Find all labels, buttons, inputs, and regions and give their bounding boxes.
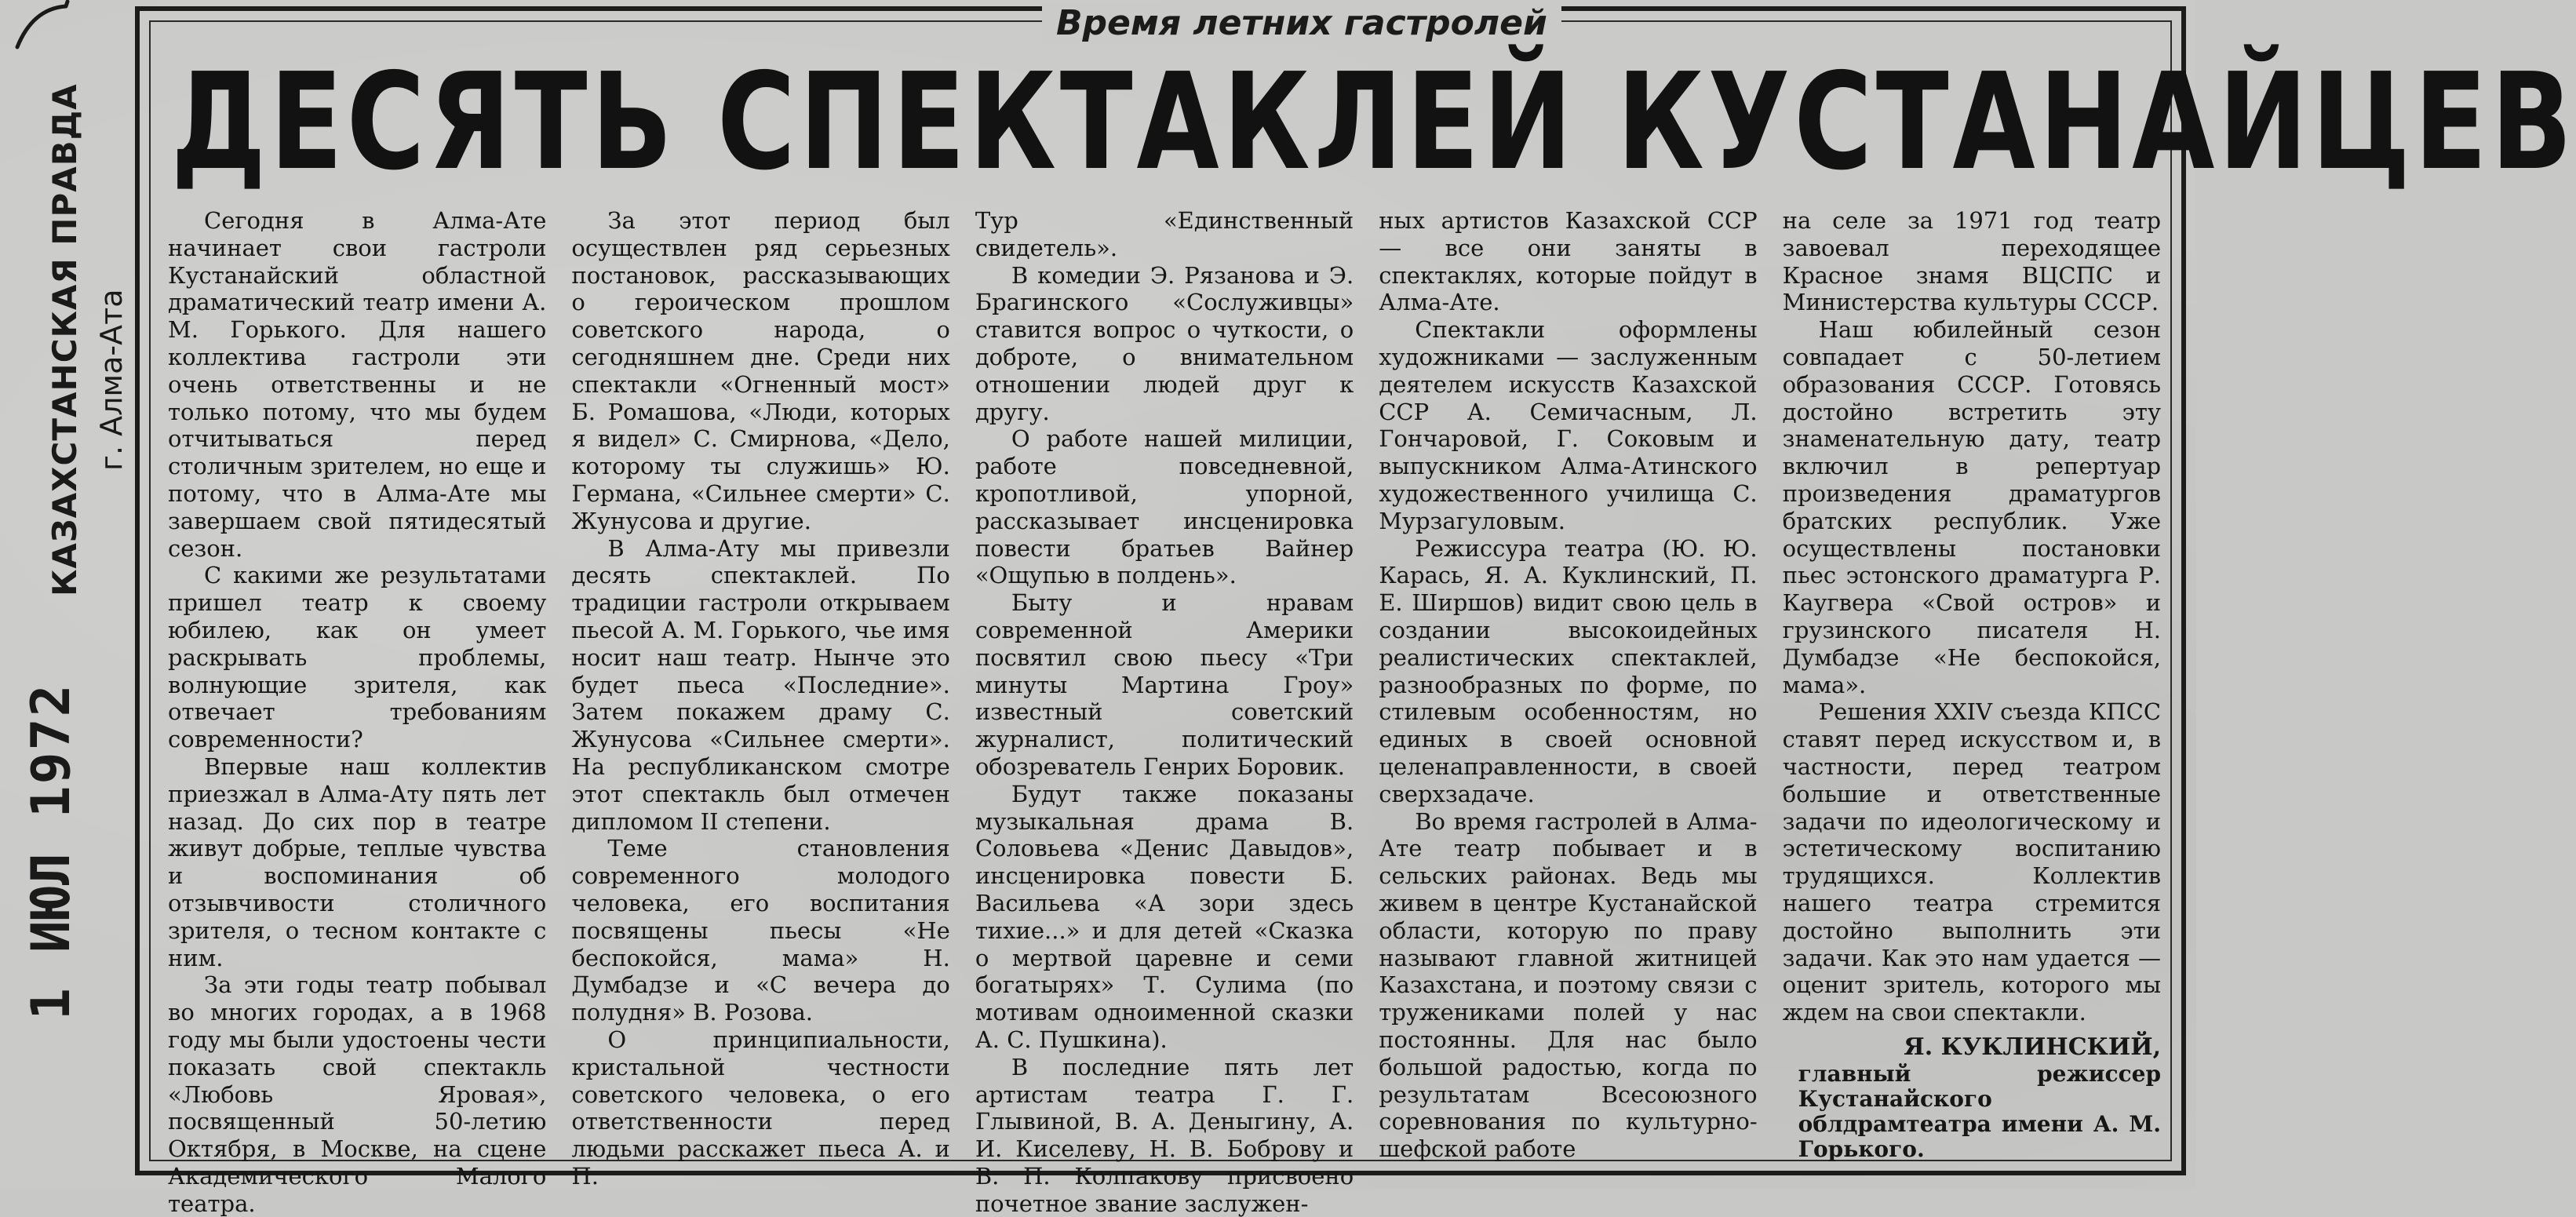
newspaper-name-stamp: КАЗАХСТАНСКАЯ ПРАВДА [46, 83, 84, 596]
paragraph: Быту и нравам современной Америки посвятил свою пьесу «Три минуты Мартина Гроу» известный советский журналист, политический обозреватель Генрих Боровик. [975, 589, 1354, 780]
paragraph: С какими же результатами пришел театр к своему юбилею, как он умеет раскрывать проблемы, волнующие зрителя, как отвечает требованиям современности? [168, 562, 547, 753]
paragraph: За этот период был осуществлен ряд серьезных постановок, рассказывающих о героическом прошлом советского народа, о сегодняшнем дне. Среди них спектакли «Огненный мост» Б. Ромашова, «Люди, которых я видел» С. Смирнова, «Дело, которому ты служишь» Ю. Германа, «Сильнее смерти» С. Жунусова и другие. [571, 207, 950, 534]
paragraph: Теме становления современного молодого человека, его воспитания посвящены пьесы «Не беспокойся, мама» Н. Думбадзе и «С вечера до полудня» В. Розова. [571, 835, 950, 1026]
paragraph: О работе нашей милиции, работе повседневной, кропотливой, упорной, рассказывает инсценировка повести братьев Вайнер «Ощупью в полдень». [975, 425, 1354, 589]
paragraph-continued: ных артистов Казахской ССР — все они заняты в спектаклях, которые пойдут в Алма-Ате. [1379, 207, 1758, 316]
article-headline: ДЕСЯТЬ СПЕКТАКЛЕЙ КУСТАНАЙЦЕВ [171, 45, 2576, 200]
paragraph: Режиссура театра (Ю. Ю. Карась, Я. А. Куклинский, П. Е. Ширшов) видит свою цель в создании высокоидейных реалистических спектаклей, разнообразных по форме, по стилевым особенностям, но единых в своей основной целенаправленности, в своей сверхзадаче. [1379, 534, 1758, 807]
paragraph: За эти годы театр побывал во многих городах, а в 1968 году мы были удостоены чести показать свой спектакль «Любовь Яровая», посвященный 50-летию Октября, в Москве, на сцене Академического Малого театра. [168, 971, 547, 1217]
rubric-heading: Время летних гастролей [1042, 3, 1561, 43]
paragraph: Сегодня в Алма-Ате начинает свои гастроли Кустанайский областной драматический театр имени А. М. Горького. Для нашего коллектива гастроли эти очень ответственны и не только потому, что мы будем отчитываться перед столичным зрителем, но еще и потому, что в Алма-Ате мы завершаем свой пятидесятый сезон. [168, 207, 547, 562]
paragraph: Будут также показаны музыкальная драма В. Соловьева «Денис Давыдов», инсценировка повести Б. Васильева «А зори здесь тихие...» и для детей «Сказка о мертвой царевне и семи богатырях» Т. Сулима (по мотивам одноименной сказки А. С. Пушкина). [975, 780, 1354, 1053]
paragraph: Наш юбилейный сезон совпадает с 50-летием образования СССР. Готовясь достойно встретить эту знаменательную дату, театр включил в репертуар произведения драматургов братских республик. Уже осуществлены постановки пьес эстонского драматурга Р. Каугвера «Свой остров» и грузинского писателя Н. Думбадзе «Не беспокойся, мама». [1782, 316, 2162, 698]
author-role: главный режиссер Кустанайского облдрамтеатра имени А. М. Горького. [1798, 1060, 2162, 1162]
article-column-5 [1783, 207, 2161, 1168]
paragraph: В последние пять лет артистам театра Г. Г. Глывиной, В. А. Деныгину, А. И. Киселеву, Н. В. Боброву и В. П. Колпакову присвоено почетное звание заслужен- [975, 1053, 1354, 1217]
paragraph: Решения XXIV съезда КПСС ставят перед искусством и, в частности, перед театром большие и ответственные задачи по идеологическому и эстетическому воспитанию трудящихся. Коллектив нашего театра стремится достойно выполнить эти задачи. Как это нам удается — оценит зритель, которого мы ждем на свои спектакли. [1782, 698, 2162, 1026]
paragraph: Впервые наш коллектив приезжал в Алма-Ату пять лет назад. До сих пор в театре живут добрые, теплые чувства и воспоминания об отзывчивости столичного зрителя, о тесном контакте с ним. [168, 752, 547, 971]
paragraph-continued: Тур «Единственный свидетель». [975, 207, 1354, 261]
pen-mark-icon [11, 0, 89, 55]
author-signature: Я. КУКЛИНСКИЙ, [1904, 1033, 2162, 1061]
article-column-1 [168, 207, 547, 1217]
paragraph: О принципиальности, кристальной честности советского человека, о его ответственности перед людьми расскажет пьеса А. и П. [571, 1026, 950, 1190]
city-stamp: г. Алма-Ата [94, 289, 129, 471]
article-frame [135, 3, 2576, 1217]
article-column-2 [571, 207, 950, 1190]
date-stamp: 1 ИЮЛ 1972 [20, 683, 82, 1020]
paragraph-continued: на селе за 1971 год театр завоевал переходящее Красное знамя ВЦСПС и Министерства культуры СССР. [1782, 207, 2162, 316]
article-column-3 [975, 207, 1354, 1217]
paragraph: Во время гастролей в Алма-Ате театр побывает и в сельских районах. Ведь мы живем в центре Кустанайской области, которую по праву называют главной житницей Казахстана, и поэтому связи с тружениками полей у нас постоянны. Для нас было большой радостью, когда по результатам Всесоюзного соревнования по культурно-шефской работе [1379, 807, 1758, 1163]
article-column-4 [1379, 207, 1757, 1168]
paragraph: В комедии Э. Рязанова и Э. Брагинского «Сослуживцы» ставится вопрос о чуткости, о доброте, о внимательном отношении людей друг к другу. [975, 261, 1354, 425]
archive-stamp-margin [0, 0, 133, 1189]
paragraph: В Алма-Ату мы привезли десять спектаклей. По традиции гастроли открываем пьесой А. М. Горького, чье имя носит наш театр. Нынче это будет пьеса «Последние». Затем покажем драму С. Жунусова «Сильнее смерти». На республиканском смотре этот спектакль был отмечен дипломом II степени. [571, 534, 950, 835]
article-body [168, 207, 2162, 1217]
paragraph: Спектакли оформлены художниками — заслуженным деятелем искусств Казахской ССР А. Семичасным, Л. Гончаровой, Г. Соковым и выпускником Алма-Атинского художественного училища С. Мурзагуловым. [1379, 316, 1758, 534]
